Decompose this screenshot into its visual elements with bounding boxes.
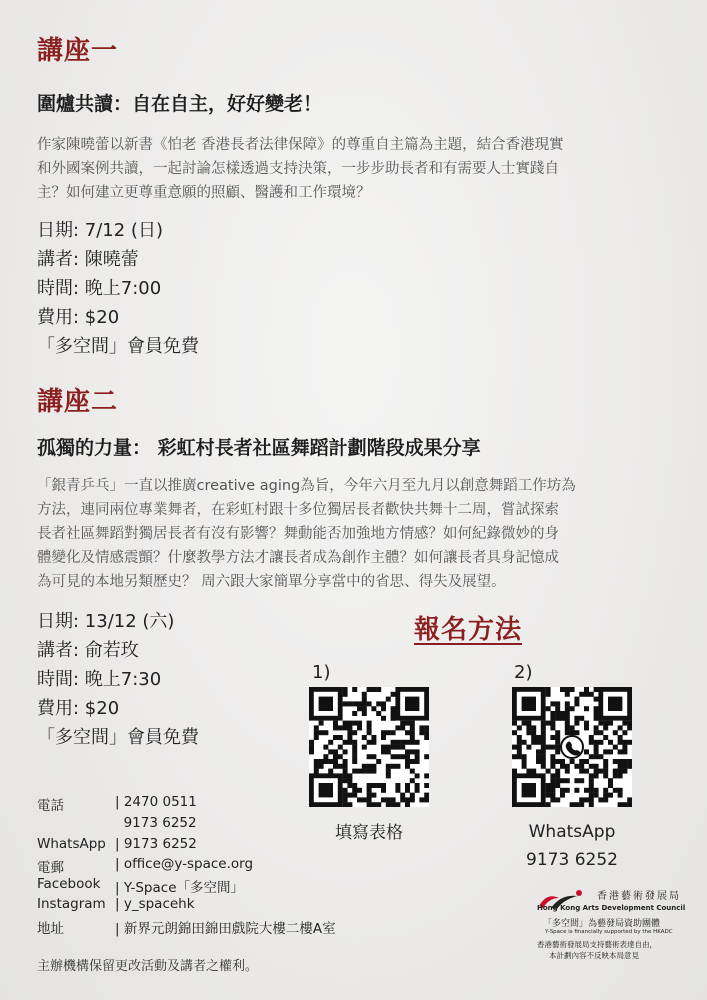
registration-form-qr-code[interactable] [309,687,429,807]
whatsapp-qr-code[interactable] [512,687,632,807]
contact-value[interactable]: | Y-Space「多空間」 [115,880,244,896]
lecture1-details [37,216,199,361]
contact-value[interactable]: | y_spacehk [115,896,195,912]
description-line: 為可見的本地另類歷史？ 周六跟大家簡單分享當中的省思、得失及展望。 [37,574,506,590]
whatsapp-label: WhatsApp [528,822,616,842]
description-line: 作家陳曉蕾以新書《怕老 香港長者法律保障》的尊重自主篇為主題，結合香港現實 [37,137,564,153]
lecture2-title: 孤獨的力量： 彩虹村長者社區舞蹈計劃階段成果分享 [37,437,481,459]
time: 時間: 晚上7:30 [37,669,162,690]
option1-number: 1) [312,662,331,683]
speaker: 講者: 俞若玫 [37,640,139,661]
lecture1-description [37,133,677,205]
description-line: 長者社區舞蹈對獨居長者有沒有影響？舞動能否加強地方情感？如何紀錄微妙的身 [37,526,559,542]
member-free: 「多空間」會員免費 [37,336,199,357]
sponsor-name-zh: 香港藝術發展局 [597,891,681,902]
member-free: 「多空間」會員免費 [37,727,199,748]
contact-value: 9173 6252 [115,815,197,831]
contact-value: | 新界元朗錦田錦田戲院大樓二樓A室 [115,921,336,937]
contact-label: 地址 [37,921,64,937]
sponsor-funded: 「多空間」為藝發局資助團體 [543,919,661,929]
contact-label: 電郵 [37,860,64,876]
contact-label: Facebook [37,876,101,892]
option2-number: 2) [514,662,533,683]
description-line: 「銀青乒乓」一直以推廣creative aging為旨，今年六月至九月以創意舞蹈工作坊為 [37,478,576,494]
lecture2-details [37,607,199,752]
contact-value[interactable]: | office@y-space.org [115,856,254,872]
lecture1-heading: 講座一 [37,36,119,66]
option1-caption: 填寫表格 [335,823,403,843]
contact-value: | 2470 0511 [115,794,197,810]
sponsor-funded-en: Y-Space is financially supported by the HKADC [545,929,673,935]
fee: 費用: $20 [37,307,120,328]
contact-label: 電話 [37,798,64,814]
description-line: 體變化及情感震顫？什麼教學方法才讓長者成為創作主體？如何讓長者具身記憶成 [37,550,559,566]
fee: 費用: $20 [37,698,120,719]
time: 時間: 晚上7:00 [37,278,162,299]
option2-caption [497,818,647,874]
contact-value: | 9173 6252 [115,836,197,852]
contact-label: Instagram [37,896,106,912]
whatsapp-number: 9173 6252 [526,850,618,870]
sponsor-note-1: 香港藝術發展局支持藝術表達自由， [537,940,657,949]
sponsor-note-2: 本計劃內容不反映本局意見 [549,951,639,960]
contact-label: WhatsApp [37,836,106,852]
lecture2-description [37,474,677,594]
date: 日期: 7/12 (日) [37,220,163,241]
date: 日期: 13/12 (六) [37,611,175,632]
speaker: 講者: 陳曉蕾 [37,249,139,270]
disclaimer: 主辦機構保留更改活動及講者之權利。 [37,959,259,974]
registration-heading: 報名方法 [414,615,523,645]
lecture1-title: 圍爐共讀：自在自主，好好變老！ [37,93,323,115]
sponsor-name-en: Hong Kong Arts Development Council [537,904,686,912]
description-line: 主？如何建立更尊重意願的照顧、醫護和工作環境？ [37,185,371,201]
description-line: 和外國案例共讀，一起討論怎樣透過支持決策，一步步助長者和有需要人士實踐自 [37,161,559,177]
description-line: 方法，連同兩位專業舞者，在彩虹村跟十多位獨居長者歡快共舞十二周，嘗試探索 [37,502,559,518]
lecture2-heading: 講座二 [37,387,119,417]
hkadc-logo [537,885,697,985]
